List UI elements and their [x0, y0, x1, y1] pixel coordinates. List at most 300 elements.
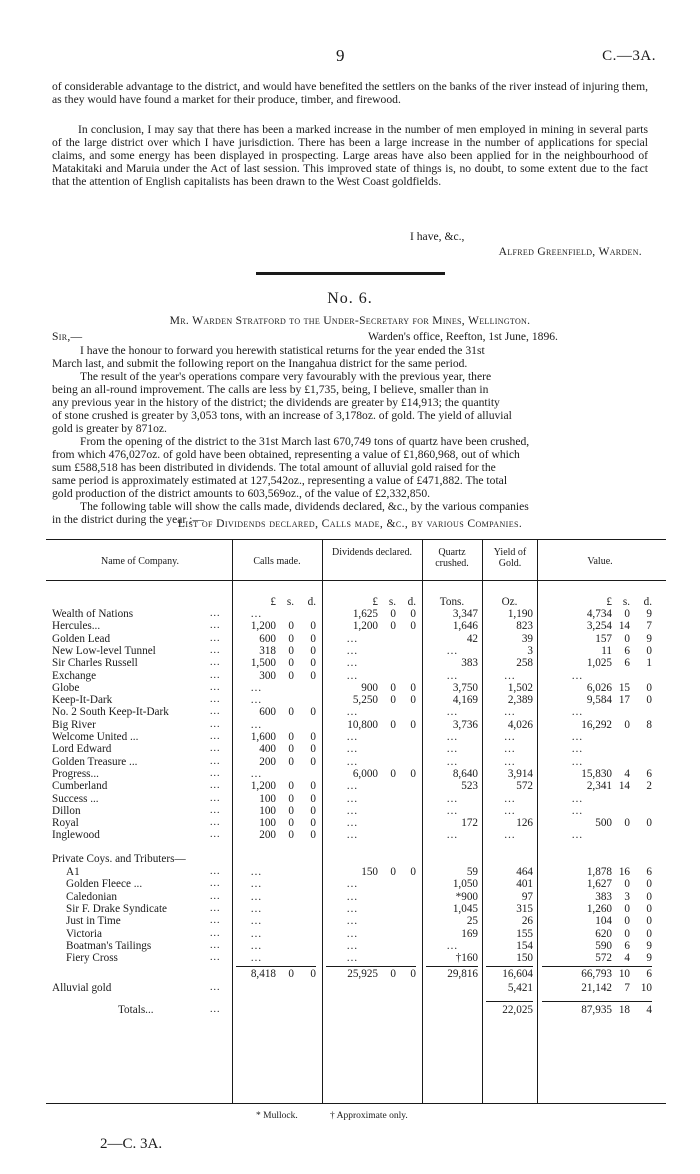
value-shillings: 6: [624, 939, 630, 952]
yield-of-gold: 4,026: [507, 718, 533, 731]
calls-pounds: …: [250, 939, 262, 952]
dividends-pounds: 1,625: [352, 608, 378, 620]
quartz-crushed: 3,736: [452, 718, 478, 731]
yield-of-gold: …: [503, 829, 516, 842]
alluvial-yield: 5,421: [507, 981, 533, 994]
quartz-crushed: †160: [455, 952, 478, 965]
value-shillings: 6: [624, 644, 630, 657]
yield-of-gold: 97: [521, 890, 533, 903]
dividends-pounds: …: [346, 829, 358, 842]
leader-dots: ...: [210, 620, 221, 632]
yield-of-gold: 126: [516, 817, 533, 830]
calls-pounds: 100: [259, 817, 276, 830]
value-shillings: 4: [624, 952, 630, 965]
yield-of-gold: 572: [516, 780, 533, 793]
quartz-crushed: …: [446, 829, 458, 842]
quartz-crushed: …: [446, 669, 458, 682]
yield-of-gold: 154: [516, 939, 533, 952]
dividends-pounds: …: [346, 657, 358, 670]
dividends-pounds: …: [346, 644, 358, 657]
report-heading: Mr. Warden Stratford to the Under-Secretary for Mines, Wellington.: [169, 314, 531, 327]
subtotal-value-shillings: 10: [618, 968, 630, 981]
quartz-crushed: 4,169: [452, 694, 478, 707]
report-line: From the opening of the district to the 31st March last 670,749 tons of quartz have been crushed,: [80, 435, 530, 448]
calls-pounds: …: [250, 952, 262, 965]
leader-dots: ...: [210, 731, 221, 742]
value-pence: 9: [646, 952, 652, 965]
value-pounds: 157: [595, 632, 612, 645]
dividends-pence: 0: [410, 767, 416, 780]
intro-paragraph-2: In conclusion, I may say that there has been a marked increase in the number of men employed in mining in several parts of the large district over which I have jurisdiction. There has been a large increase in the number of applications for special claims, and some energy has been displayed in prospecting. Large areas have also been applied for in the neighbourhood of Matakitaki and Maruia under the Act of last session. This improved state of things is, no doubt, to some extent due to the fact that the attention of English capitalists has been drawn to the West Coast goldfields.: [52, 123, 648, 188]
report-line: from which 476,027oz. of gold have been obtained, representing a value of £1,860,968, out of which: [52, 448, 520, 461]
dividends-pounds: …: [346, 706, 358, 719]
unit-pence: d.: [307, 596, 316, 608]
value-pence: 7: [646, 620, 652, 633]
yield-of-gold: 464: [516, 866, 533, 878]
company-name: Lord Edward: [52, 743, 112, 756]
footnote-mullock: * Mullock.: [256, 1111, 298, 1121]
dividends-pounds: 150: [361, 866, 378, 878]
dividends-pounds: …: [346, 792, 358, 805]
company-name: Wealth of Nations: [52, 608, 134, 620]
private-companies-heading: Private Coys. and Tributers—: [52, 852, 186, 865]
calls-pounds: …: [250, 902, 262, 915]
dividends-shillings: 0: [390, 866, 396, 878]
company-name: Victoria: [66, 927, 102, 940]
company-name: Golden Treasure ...: [52, 755, 138, 768]
leader-dots: ...: [210, 1004, 221, 1015]
calls-pounds: 1,200: [250, 780, 276, 793]
alluvial-value-pounds: 21,142: [581, 981, 612, 994]
value-pounds: 4,734: [586, 608, 612, 620]
leader-dots: ...: [210, 669, 221, 681]
yield-of-gold: …: [503, 804, 516, 817]
calls-shillings: 0: [288, 620, 294, 633]
calls-shillings: 0: [288, 743, 294, 756]
value-shillings: 0: [624, 608, 630, 620]
leader-dots: ...: [210, 804, 221, 816]
report-line: of stone crushed is greater by 3,053 tons, with an increase of 3,178oz. of gold. The yield of alluvial: [52, 409, 512, 422]
yield-of-gold: 39: [521, 632, 533, 645]
quartz-crushed: 172: [461, 817, 478, 830]
leader-dots: ...: [210, 878, 221, 890]
value-pence: 0: [646, 902, 652, 915]
quartz-crushed: 1,045: [452, 902, 478, 915]
totals-value-pounds: 87,935: [581, 1004, 612, 1016]
yield-of-gold: …: [503, 669, 516, 682]
signature: Alfred Greenfield, Warden.: [498, 245, 642, 258]
totals-label: Totals...: [118, 1004, 154, 1016]
quartz-crushed: 3,347: [452, 608, 478, 620]
value-pence: 0: [646, 915, 652, 928]
calls-pounds: …: [250, 915, 262, 928]
value-pounds: 1,627: [586, 878, 612, 891]
subtotal-rule: [426, 966, 478, 967]
leader-dots: ...: [210, 681, 221, 693]
unit-pounds: £: [270, 596, 276, 608]
report-line: any previous year in the history of the district; the dividends are greater by £14,913; the quantity: [52, 396, 500, 409]
calls-pounds: 318: [259, 644, 276, 657]
dividends-pounds: …: [346, 927, 358, 940]
alluvial-value-shillings: 7: [624, 981, 630, 994]
company-name: New Low-level Tunnel: [52, 644, 156, 657]
value-shillings: 6: [624, 657, 630, 670]
company-name: No. 2 South Keep-It-Dark: [52, 706, 169, 719]
table-top-rule: [46, 539, 666, 540]
value-pounds: …: [571, 792, 583, 805]
col-divider: [232, 540, 233, 1103]
yield-of-gold: 150: [516, 952, 533, 965]
calls-pounds: 600: [259, 632, 276, 645]
company-name: Dillon: [52, 804, 81, 817]
value-pounds: 104: [595, 915, 612, 928]
company-name: Hercules...: [52, 620, 101, 633]
calls-pounds: 200: [259, 829, 276, 842]
yield-of-gold: …: [503, 731, 516, 743]
quartz-crushed: 1,646: [452, 620, 478, 633]
quartz-crushed: 59: [466, 866, 478, 878]
subtotal-calls-shillings: 0: [288, 968, 294, 981]
quartz-crushed: …: [446, 644, 458, 657]
quartz-crushed: 1,050: [452, 878, 478, 891]
company-name: Caledonian: [66, 890, 117, 903]
dividends-pounds: …: [346, 669, 358, 682]
dividends-pounds: …: [346, 780, 358, 793]
company-name: Golden Lead: [52, 632, 111, 645]
value-pounds: 572: [595, 952, 612, 965]
col-header-dividends: Dividends declared.: [332, 547, 412, 558]
value-shillings: 0: [624, 902, 630, 915]
calls-pence: 0: [310, 792, 316, 805]
company-name: A1: [66, 866, 80, 878]
report-line: same period is approximately estimated at 127,542oz., representing a value of £471,882. The total: [52, 474, 508, 487]
calls-pounds: …: [250, 927, 262, 940]
calls-pounds: …: [250, 694, 262, 707]
yield-of-gold: 3,914: [507, 767, 533, 780]
company-name: Fiery Cross: [66, 952, 118, 965]
leader-dots: ...: [210, 743, 221, 755]
yield-of-gold: 315: [516, 902, 533, 915]
leader-dots: ...: [210, 981, 221, 993]
leader-dots: ...: [210, 902, 221, 914]
company-name: Boatman's Tailings: [66, 939, 152, 952]
calls-shillings: 0: [288, 644, 294, 657]
subtotal-rule: [542, 966, 652, 967]
footnote-approximate: † Approximate only.: [330, 1111, 408, 1121]
leader-dots: ...: [210, 644, 221, 656]
quartz-crushed: …: [446, 804, 458, 817]
calls-pence: 0: [310, 669, 316, 682]
value-pence: 0: [646, 817, 652, 830]
company-name: Welcome United ...: [52, 731, 139, 743]
dividends-pounds: …: [346, 743, 358, 756]
report-line: gold is greater by 871oz.: [52, 422, 167, 435]
quartz-crushed: 8,640: [452, 767, 478, 780]
report-line: The following table will show the calls made, dividends declared, &c., by the various companies: [80, 500, 529, 513]
yield-of-gold: …: [503, 755, 516, 768]
unit-pence: d.: [407, 596, 416, 608]
value-pounds: 1,260: [586, 902, 612, 915]
company-name: Royal: [52, 817, 79, 830]
calls-pounds: 1,200: [250, 620, 276, 633]
value-pounds: 16,292: [581, 718, 612, 731]
value-pounds: 383: [595, 890, 612, 903]
company-name: Cumberland: [52, 780, 108, 793]
value-shillings: 0: [624, 718, 630, 731]
quartz-crushed: *900: [455, 890, 478, 903]
calls-pounds: 100: [259, 804, 276, 817]
calls-pence: 0: [310, 829, 316, 842]
dividends-shillings: 0: [390, 681, 396, 694]
closing-line: I have, &c.,: [410, 230, 465, 243]
calls-pence: 0: [310, 620, 316, 633]
dividends-shillings: 0: [390, 620, 396, 633]
leader-dots: ...: [210, 767, 221, 779]
value-shillings: 0: [624, 915, 630, 928]
value-pence: 0: [646, 694, 652, 707]
report-number: No. 6.: [327, 290, 373, 307]
dividends-pence: 0: [410, 608, 416, 620]
footer-reference: 2—C. 3A.: [100, 1136, 163, 1152]
value-pounds: …: [571, 706, 583, 719]
salutation: Sir,—: [52, 330, 83, 343]
value-pounds: 9,584: [586, 694, 612, 707]
quartz-crushed: 523: [461, 780, 478, 793]
value-pence: 1: [646, 657, 652, 670]
calls-pence: 0: [310, 632, 316, 645]
alluvial-value-pence: 10: [640, 981, 652, 994]
calls-shillings: 0: [288, 632, 294, 645]
dividends-pounds: …: [346, 817, 358, 830]
quartz-crushed: 25: [466, 915, 478, 928]
quartz-crushed: 3,750: [452, 681, 478, 694]
value-pence: 0: [646, 644, 652, 657]
col-divider: [322, 540, 323, 1103]
company-name: Sir Charles Russell: [52, 657, 138, 670]
unit-tons: Tons.: [439, 596, 465, 608]
company-name: Inglewood: [52, 829, 100, 842]
subtotal-dividends-shillings: 0: [390, 968, 396, 981]
yield-of-gold: 258: [516, 657, 533, 670]
value-pence: 0: [646, 890, 652, 903]
calls-shillings: 0: [288, 755, 294, 768]
leader-dots: ...: [210, 792, 221, 804]
leader-dots: ...: [210, 780, 221, 792]
dividends-pounds: …: [346, 804, 358, 817]
page-number: 9: [336, 46, 345, 65]
calls-pounds: 1,600: [250, 731, 276, 743]
unit-pounds: £: [606, 596, 612, 608]
subtotal-calls-pounds: 8,418: [250, 968, 276, 981]
yield-of-gold: 823: [516, 620, 533, 633]
value-pounds: …: [571, 755, 583, 768]
dividends-pounds: 10,800: [347, 718, 378, 731]
calls-pence: 0: [310, 743, 316, 756]
yield-of-gold: 2,389: [507, 694, 533, 707]
subtotal-dividends-pence: 0: [410, 968, 416, 981]
report-line: The result of the year's operations compare very favourably with the previous year, there: [80, 370, 492, 383]
company-name: Sir F. Drake Syndicate: [66, 902, 168, 915]
col-divider: [482, 540, 483, 1103]
totals-rule: [542, 1001, 652, 1002]
subtotal-rule: [486, 966, 533, 967]
col-divider: [422, 540, 423, 1103]
calls-pence: 0: [310, 804, 316, 817]
dividends-pounds: …: [346, 952, 358, 965]
report-line: being an all-round improvement. The calls are less by £1,735, being, I believe, smaller than in: [52, 383, 489, 396]
value-pence: 9: [646, 632, 652, 645]
value-shillings: 4: [624, 767, 630, 780]
dividends-pounds: …: [346, 878, 358, 891]
value-pounds: 590: [595, 939, 612, 952]
company-name: Globe: [52, 681, 80, 694]
report-line: I have the honour to forward you herewith statistical returns for the year ended the 31st: [80, 344, 485, 357]
yield-of-gold: 3: [527, 644, 533, 657]
quartz-crushed: …: [446, 755, 458, 768]
value-shillings: 0: [624, 632, 630, 645]
value-shillings: 16: [618, 866, 630, 878]
calls-pounds: …: [250, 718, 262, 731]
dividends-pounds: …: [346, 902, 358, 915]
company-name: Progress...: [52, 767, 99, 780]
calls-pounds: 300: [259, 669, 276, 682]
value-pence: 2: [646, 780, 652, 793]
subtotal-quartz: 29,816: [447, 968, 478, 981]
dividends-pence: 0: [410, 866, 416, 878]
alluvial-gold-label: Alluvial gold: [52, 981, 112, 994]
dividends-shillings: 0: [390, 694, 396, 707]
report-line: in the district during the year :—: [52, 513, 204, 526]
dividends-pounds: …: [346, 632, 358, 645]
quartz-crushed: 42: [466, 632, 478, 645]
quartz-crushed: …: [446, 939, 458, 952]
col-header-value: Value.: [587, 556, 613, 567]
calls-pounds: 200: [259, 755, 276, 768]
value-pounds: 3,254: [586, 620, 612, 633]
value-pounds: 500: [595, 817, 612, 830]
calls-shillings: 0: [288, 817, 294, 830]
quartz-crushed: …: [446, 792, 458, 805]
value-pounds: …: [571, 731, 583, 743]
col-header-yield: Yield of Gold.: [493, 547, 527, 569]
totals-value-pence: 4: [646, 1004, 652, 1016]
report-line: gold production of the district amounts to 603,569oz., of the value of £2,332,850.: [52, 487, 431, 500]
intro-paragraph-1: of considerable advantage to the district, and would have benefited the settlers on the banks of the river instead of injuring them, as they would have found a market for their produce, timber, and firewood.: [52, 80, 648, 106]
yield-of-gold: 26: [521, 915, 533, 928]
company-name: Success ...: [52, 792, 99, 805]
calls-shillings: 0: [288, 780, 294, 793]
calls-pence: 0: [310, 780, 316, 793]
quartz-crushed: 169: [461, 927, 478, 940]
value-pounds: 11: [601, 644, 612, 657]
leader-dots: ...: [210, 890, 221, 902]
value-pounds: …: [571, 804, 583, 817]
calls-pounds: …: [250, 681, 262, 694]
value-pounds: 2,341: [586, 780, 612, 793]
value-shillings: 3: [624, 890, 630, 903]
unit-shillings: s.: [622, 596, 630, 608]
leader-dots: ...: [210, 694, 221, 706]
calls-shillings: 0: [288, 669, 294, 682]
leader-dots: ...: [210, 952, 221, 964]
dividends-shillings: 0: [390, 767, 396, 780]
dividends-shillings: 0: [390, 608, 396, 620]
document-reference: C.—3A.: [602, 48, 656, 64]
report-line: sum £588,518 has been distributed in dividends. The total amount of alluvial gold raised for the: [52, 461, 496, 474]
calls-pounds: 400: [259, 743, 276, 756]
dividends-pounds: 900: [361, 681, 378, 694]
company-name: Just in Time: [66, 915, 121, 928]
leader-dots: ...: [210, 927, 221, 939]
leader-dots: ...: [210, 608, 221, 619]
yield-of-gold: 401: [516, 878, 533, 891]
value-pounds: 1,878: [586, 866, 612, 878]
yield-of-gold: …: [503, 792, 516, 805]
quartz-crushed: …: [446, 706, 458, 719]
table-header-rule: [46, 580, 666, 581]
unit-pence: d.: [643, 596, 652, 608]
value-shillings: 0: [624, 927, 630, 940]
value-shillings: 15: [618, 681, 630, 694]
calls-pounds: …: [250, 767, 262, 780]
value-shillings: 14: [618, 620, 630, 633]
leader-dots: ...: [210, 866, 221, 877]
value-pence: 0: [646, 681, 652, 694]
calls-pounds: …: [250, 866, 262, 878]
calls-pence: 0: [310, 817, 316, 830]
company-name: Golden Fleece ...: [66, 878, 143, 891]
dividends-pounds: 1,200: [352, 620, 378, 633]
company-name: Big River: [52, 718, 96, 731]
unit-shillings: s.: [388, 596, 396, 608]
leader-dots: ...: [210, 706, 221, 718]
leader-dots: ...: [210, 829, 221, 841]
col-header-calls: Calls made.: [253, 556, 301, 567]
value-pence: 6: [646, 767, 652, 780]
dividends-pounds: …: [346, 890, 358, 903]
dividends-pounds: 6,000: [352, 767, 378, 780]
value-shillings: 14: [618, 780, 630, 793]
value-pounds: 1,025: [586, 657, 612, 670]
unit-pounds: £: [372, 596, 378, 608]
table-bottom-rule: [46, 1103, 666, 1104]
subtotal-value-pence: 6: [646, 968, 652, 981]
dividends-pounds: 5,250: [352, 694, 378, 707]
dividends-pounds: …: [346, 915, 358, 928]
quartz-crushed: 383: [461, 657, 478, 670]
calls-pounds: 600: [259, 706, 276, 719]
unit-ounces: Oz.: [501, 596, 518, 608]
value-pounds: …: [571, 743, 583, 756]
subtotal-rule: [236, 966, 316, 967]
dividends-pence: 0: [410, 620, 416, 633]
leader-dots: ...: [210, 632, 221, 644]
calls-pence: 0: [310, 706, 316, 719]
calls-shillings: 0: [288, 657, 294, 670]
leader-dots: ...: [210, 755, 221, 767]
calls-pounds: …: [250, 608, 262, 620]
subtotal-calls-pence: 0: [310, 968, 316, 981]
dividends-pounds: …: [346, 731, 358, 743]
subtotal-rule: [326, 966, 416, 967]
calls-shillings: 0: [288, 829, 294, 842]
calls-shillings: 0: [288, 792, 294, 805]
totals-rule: [486, 1001, 533, 1002]
leader-dots: ...: [210, 817, 221, 829]
col-divider: [537, 540, 538, 1103]
calls-pounds: …: [250, 890, 262, 903]
value-pounds: …: [571, 669, 583, 682]
